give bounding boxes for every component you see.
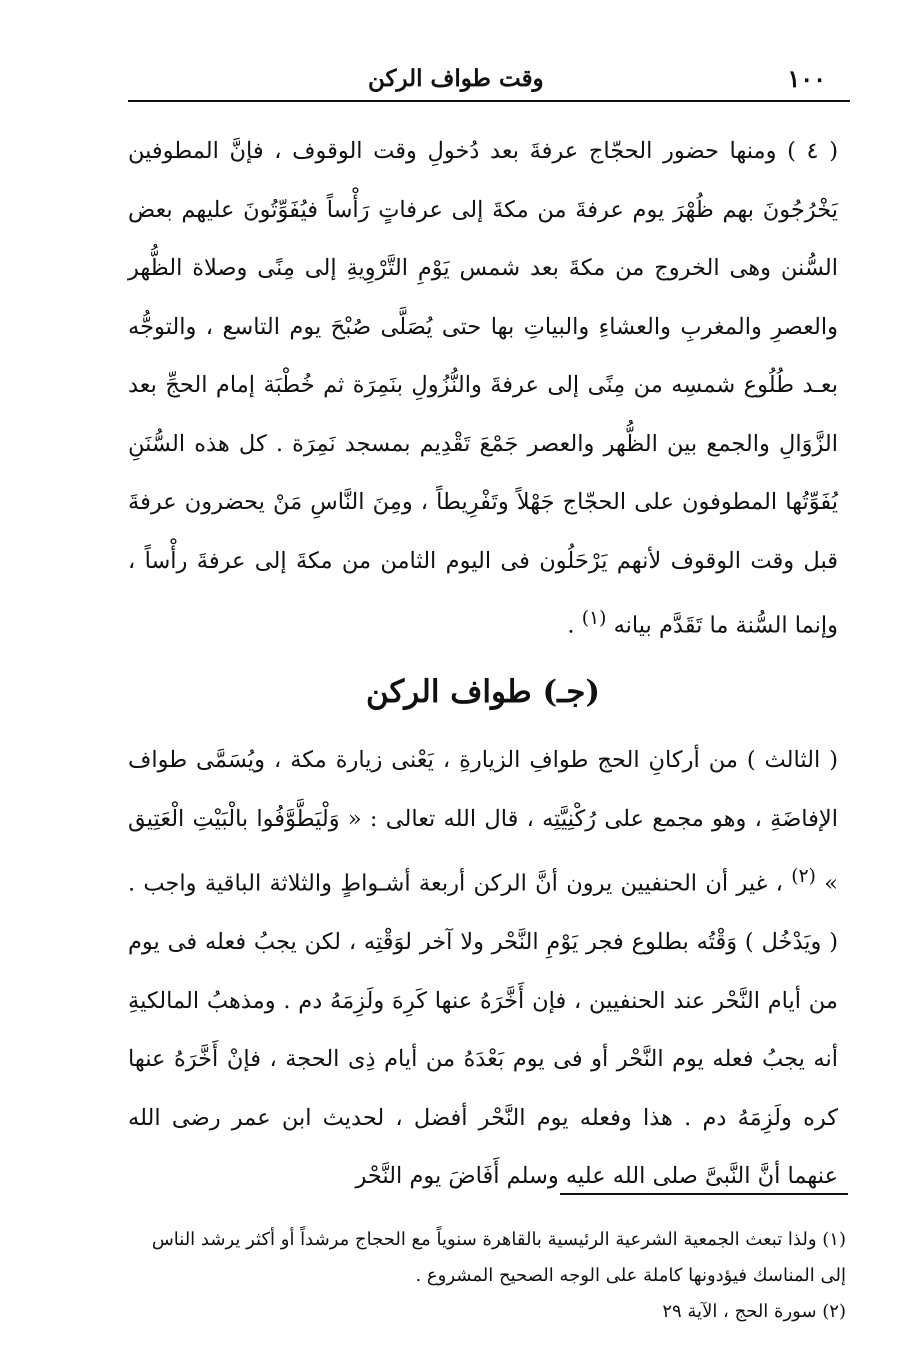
section-two [128,731,838,1206]
footnote-2: (٢) سورة الحج ، الآية ٢٩ [662,1301,846,1322]
paragraph-2-text-a: ( الثالث ) من أركانِ الحج طوافِ الزيارةِ ، يَعْنى زيارة مكة ، ويُسَمَّى طواف الإفاضَةِ ، وهو مجمع على رُكْنِيَّتِه ، قال الله تعالى : « وَلْيَطَّوَّفُوا بالْبَيْتِ الْعَتِيق » [128,747,839,897]
running-head [128,56,850,102]
footnotes [128,1222,846,1330]
page-number: ١٠٠ [787,63,826,93]
footnote-divider [560,1193,848,1195]
paragraph-tawaf-rukn [128,731,838,1206]
footnote-marker-1: (١) [581,608,607,629]
footnote-1: (١) ولذا تبعث الجمعية الشرعية الرئيسية بالقاهرة سنوياً مع الحجاج مرشداً أو أكثر يرشد الناس إلى المناسك فيؤدونها كاملة على الوجه الصحيح المشروع . [151,1229,846,1286]
section-heading: (جـ) طواف الركن [365,674,601,710]
main-text [128,122,838,1206]
paragraph-2-text-b: ، غير أن الحنفيين يرون أنَّ الركن أربعة أشـواطٍ والثلاثة الباقية واجب . ( ويَدْخُل ) وَقْتُه بطلوع فجر يَوْمِ النَّحْر ولا آخر لوَقْتِه ، لكن يجبُ فعله فى يوم من أيام النَّحْر عند الحنفيين ، فإن أَخَّرَهُ عنها كَرِهَ ولَزِمَهُ دم . ومذهبُ المالكيةِ أنه يجبُ فعله يوم النَّحْر أو فى يوم بَعْدَهُ من أيام ذِى الحجة ، فإنْ أَخَّرَهُ عنها كره ولَزِمَهُ دم . هذا وفعله يوم النَّحْر أفضل ، لحديث ابن عمر رضى الله عنهما أنَّ النَّبىَّ صلى الله عليه وسلم أَفَاضَ يوم النَّحْر [128,870,838,1189]
running-title: وقت طواف الركن [368,64,544,92]
paragraph-1-text: ( ٤ ) ومنها حضور الحجّاج عرفةَ بعد دُخولِ وقت الوقوف ، فإنَّ المطوفين يَخْرُجُونَ بهم ظُهْرَ يوم عرفةَ من مكةَ إلى عرفاتٍ رَأْساً فيُفَوِّتُونَ عليهم بعض السُّنن وهى الخروج من مكةَ بعد شمس يَوْمِ التَّرْوِيةِ إلى مِنًى وصلاة الظُّهر والعصرِ والمغربِ والعشاءِ والبياتِ بها حتى يُصَلَّى صُبْحَ يوم التاسع ، والتوجُّه بعـد طُلُوع شمسِه من مِنًى إلى عرفةَ والنُّزُولِ بنَمِرَة ثم خُطْبَة إمام الحجِّ بعد الزَّوَالِ والجمع بين الظُّهر والعصر جَمْعَ تَقْدِيم بمسجد نَمِرَة . كل هذه السُّنَنِ يُفَوِّتُها المطوفون على الحجّاج جَهْلاً وتَفْرِيطاً ، ومِنَ النَّاسِ مَنْ يحضرون عرفةَ قبل وقت الوقوف لأنهم يَرْحَلُون فى اليوم الثامن من مكةَ إلى عرفةَ رأْساً ، وإنما السُّنة ما تَقَدَّم بيانه [128,138,838,639]
footnote-marker-2: (٢) [791,866,816,887]
paragraph-hajj-arafah [128,122,838,655]
paragraph-1-end: . [567,612,582,639]
